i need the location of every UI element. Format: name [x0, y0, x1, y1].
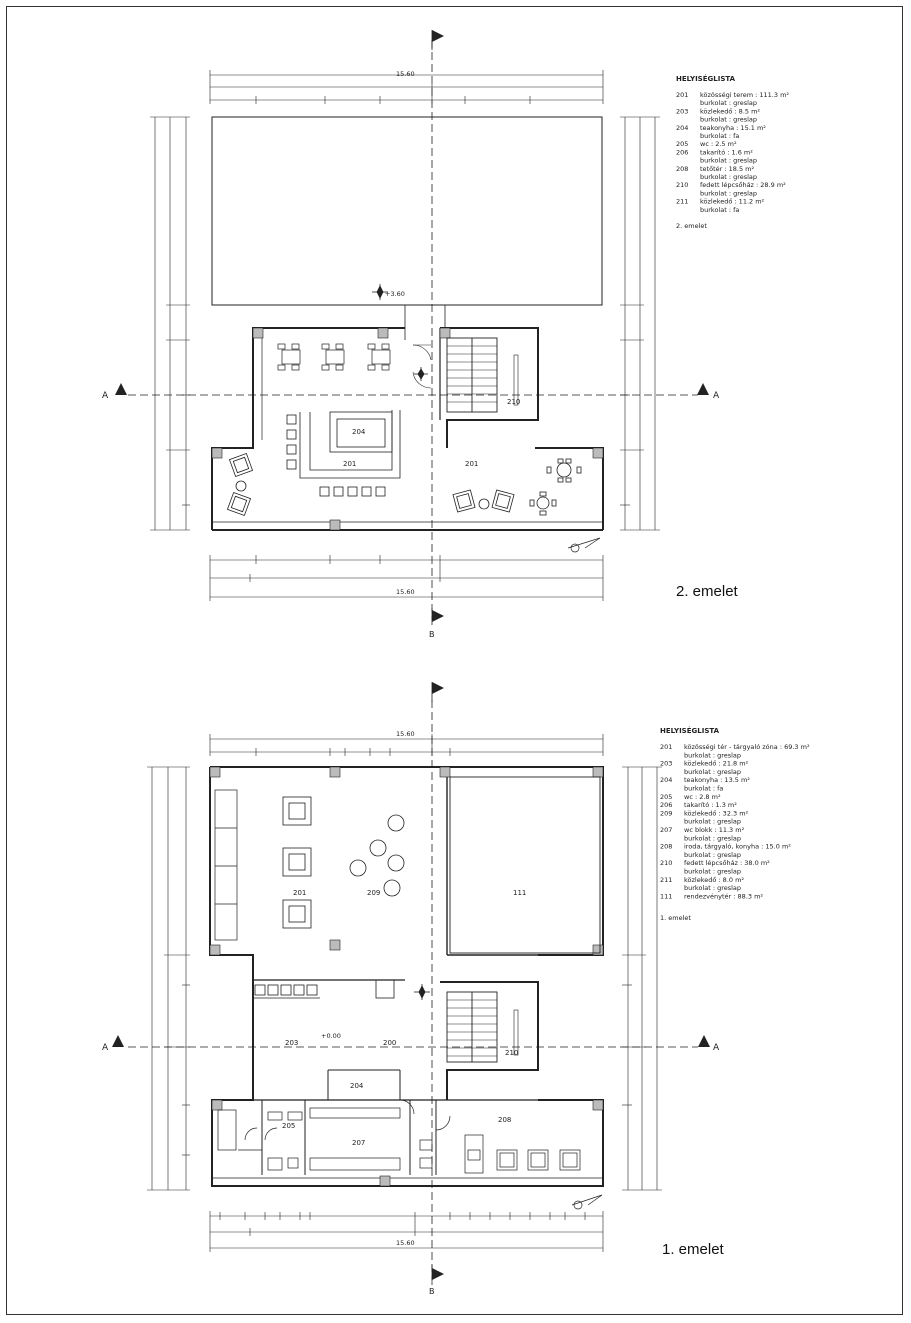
legend-item-text: burkolat : greslap — [684, 884, 742, 893]
floor1-room-label: 204 — [350, 1082, 364, 1090]
legend-item-code: 201 — [676, 91, 689, 99]
floor1-section-b-bottom: B — [429, 1287, 435, 1296]
floor1-title: 1. emelet — [662, 1241, 724, 1258]
floor2-dim-total-bottom: 15.60 — [396, 588, 415, 596]
legend-item-text: tetőtér : 18.5 m² — [700, 164, 755, 173]
floor1-dim-total: 15.60 — [396, 730, 415, 738]
floor1-room-label: 111 — [513, 889, 527, 897]
floor1-north-mark — [572, 1195, 602, 1209]
legend-item-text: burkolat : greslap — [700, 156, 758, 165]
legend-item-code: 211 — [660, 875, 673, 884]
legend-item-text: burkolat : fa — [684, 784, 724, 793]
legend-item-code: 210 — [676, 181, 689, 190]
legend-item-text: közösségi terem : 111.3 m² — [700, 91, 790, 99]
floor1-stair-label: 210 — [505, 1049, 519, 1057]
legend-item-text: takarító : 1.6 m² — [700, 148, 753, 157]
floor1-tables — [253, 797, 404, 998]
floor1-wc-and-kitchen — [218, 1100, 580, 1173]
legend-item-text: burkolat : greslap — [684, 817, 742, 826]
floor1-wall-bench — [215, 790, 237, 940]
legend-item-text: burkolat : greslap — [684, 867, 742, 876]
floor1-room-label: 203 — [285, 1039, 299, 1047]
floor1-section-a-right: A — [713, 1043, 720, 1053]
legend-item-code: 201 — [660, 743, 673, 751]
floor1-section-a-left: A — [102, 1043, 109, 1053]
floor2-section-a-left: A — [102, 391, 109, 401]
floor2-section-a-line — [115, 383, 709, 395]
legend-item-code: 209 — [660, 809, 673, 818]
legend-item-code: 111 — [660, 892, 673, 901]
floor2-legend — [676, 91, 789, 214]
floor1-level-marker — [414, 984, 430, 1000]
legend-item-text: wc : 2.5 m² — [700, 140, 737, 149]
floor2-kitchen-counter — [287, 410, 400, 496]
floor2-section-b-bottom: B — [429, 630, 435, 639]
legend-item-code: 203 — [660, 759, 673, 768]
legend-item-text: burkolat : greslap — [684, 767, 742, 776]
floor1-room-label: 209 — [367, 889, 381, 897]
legend-item-text: iroda, tárgyaló, konyha : 15.0 m² — [684, 842, 791, 851]
floor1-section-a-line — [112, 1035, 710, 1047]
legend-item-code: 208 — [676, 164, 689, 173]
floor1-legend — [660, 743, 810, 900]
floor2-dining-tables — [278, 344, 390, 370]
legend-item-text: burkolat : greslap — [684, 834, 742, 843]
legend-item-code: 206 — [660, 801, 673, 810]
legend-item-text: fedett lépcsőház : 38.0 m² — [684, 859, 770, 868]
floor2-room-label: 201 — [465, 460, 479, 468]
floor1-room-label: 208 — [498, 1116, 512, 1124]
floor1-room-label: 207 — [352, 1139, 366, 1147]
legend-item-code: 208 — [660, 842, 673, 851]
legend-item-text: burkolat : greslap — [700, 189, 758, 198]
floor2-north-mark — [568, 538, 600, 552]
legend-item-text: közlekedő : 21.8 m² — [684, 759, 749, 768]
floor2-right-dimensions — [620, 117, 660, 530]
floor1-walls — [210, 767, 603, 1186]
floor1-room-label: 205 — [282, 1122, 296, 1130]
floor1-left-dimensions — [147, 767, 190, 1190]
legend-item-text: burkolat : fa — [700, 132, 740, 140]
legend-item-code: 207 — [660, 826, 673, 834]
legend-item-text: közlekedő : 8.0 m² — [684, 875, 745, 884]
legend-item-text: burkolat : greslap — [684, 850, 742, 859]
legend-item-text: közlekedő : 8.5 m² — [700, 107, 761, 116]
floor1-legend-footer: 1. emelet — [660, 914, 691, 922]
floor2-roof-terrace — [212, 117, 602, 305]
floor1-level-text: +0.00 — [321, 1032, 341, 1040]
floor2-plan — [150, 70, 660, 601]
floor2-walls — [212, 328, 603, 530]
legend-item-text: burkolat : greslap — [700, 115, 758, 124]
floor2-room-label: 201 — [343, 460, 357, 468]
legend-item-text: fedett lépcsőház : 28.9 m² — [700, 181, 786, 190]
floor2-left-dimensions — [150, 117, 190, 530]
floor2-level-text: +3.60 — [385, 290, 405, 298]
floor2-staircase — [413, 338, 521, 412]
legend-item-text: teakonyha : 13.5 m² — [684, 776, 750, 785]
legend-item-code: 206 — [676, 148, 689, 157]
legend-item-text: burkolat : greslap — [700, 173, 758, 181]
legend-item-code: 205 — [660, 792, 673, 801]
floor1-event-space — [450, 777, 600, 953]
floor1-legend-title: HELYISÉGLISTA — [660, 727, 720, 735]
legend-item-code: 210 — [660, 859, 673, 868]
legend-item-text: takarító : 1.3 m² — [684, 801, 737, 810]
legend-item-text: burkolat : greslap — [684, 751, 742, 760]
legend-item-code: 203 — [676, 107, 689, 116]
legend-item-code: 204 — [676, 123, 689, 132]
floor2-lounge-chairs — [227, 453, 581, 515]
floor2-room-label: 204 — [352, 428, 366, 436]
floor2-legend-footer: 2. emelet — [676, 222, 707, 230]
floor2-title: 2. emelet — [676, 583, 738, 600]
floor2-section-a-right: A — [713, 391, 720, 401]
floor1-dim-total-bottom: 15.60 — [396, 1239, 415, 1247]
legend-item-code: 211 — [676, 197, 689, 206]
floor1-room-label: 200 — [383, 1039, 397, 1047]
legend-item-text: közösségi tér - tárgyaló zóna : 69.3 m² — [684, 743, 810, 751]
floor2-legend-title: HELYISÉGLISTA — [676, 75, 736, 83]
legend-item-text: burkolat : fa — [700, 205, 740, 214]
floor2-dim-total: 15.60 — [396, 70, 415, 78]
legend-item-text: burkolat : greslap — [700, 99, 758, 108]
floor1-right-dimensions — [622, 767, 662, 1190]
floor1-room-label: 201 — [293, 889, 307, 897]
floor1-plan — [147, 734, 662, 1252]
legend-item-text: wc : 2.8 m² — [684, 792, 721, 801]
legend-item-code: 205 — [676, 140, 689, 149]
legend-item-text: rendezvénytér : 88.3 m² — [684, 892, 764, 901]
legend-item-text: wc blokk : 11.3 m² — [684, 826, 745, 834]
floor2-stair-label: 210 — [507, 398, 521, 406]
legend-item-text: teakonyha : 15.1 m² — [700, 123, 766, 132]
legend-item-text: közlekedő : 11.2 m² — [700, 197, 765, 206]
legend-item-code: 204 — [660, 776, 673, 785]
legend-item-text: közlekedő : 32.3 m² — [684, 809, 749, 818]
